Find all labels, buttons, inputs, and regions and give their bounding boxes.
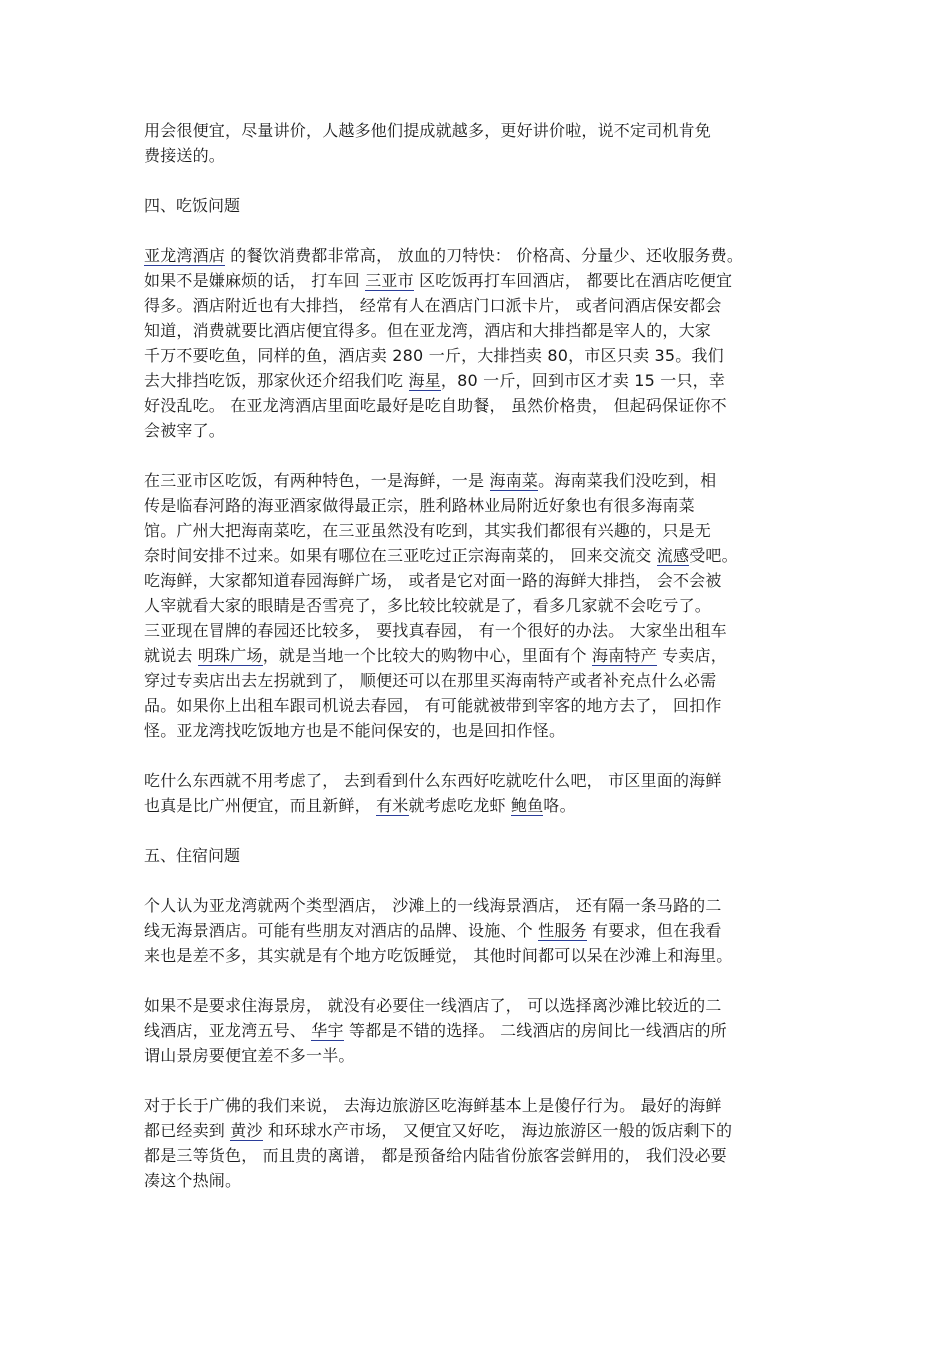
text-segment: 人宰就看大家的眼睛是否雪亮了，多比较比较就是了，看多几家就不会吃亏了。 [144,596,712,615]
text-line [144,1043,814,1068]
keyword-link[interactable]: 海南特产 [592,646,657,665]
text-segment: 受吧。 [689,546,738,565]
text-segment: 穿过专卖店出去左拐就到了， 顺便还可以在那里买海南特产或者补充点什么必需 [144,671,717,690]
keyword-link[interactable]: 鲍鱼 [511,796,544,815]
text-segment: 得多。酒店附近也有大排挡， 经常有人在酒店门口派卡片， 或者问酒店保安都会 [144,296,722,315]
text-segment: 会被宰了。 [144,421,226,440]
section-heading [144,843,814,868]
text-segment: 如果不是要求住海景房， 就没有必要住一线酒店了， 可以选择离沙滩比较近的二 [144,996,722,1015]
text-line [144,918,814,943]
text-line [144,1168,814,1193]
text-segment: 都是三等货色， 而且贵的离谱， 都是预备给内陆省份旅客尝鲜用的， 我们没必要 [144,1146,727,1165]
text-line [144,343,814,368]
text-segment: 也真是比广州便宜，而且新鲜， [144,796,377,815]
text-line [144,493,814,518]
text-segment: 馆。广州大把海南菜吃，在三亚虽然没有吃到，其实我们都很有兴趣的，只是无 [144,521,712,540]
text-line [144,768,814,793]
text-segment: 来也是差不多，其实就是有个地方吃饭睡觉， 其他时间都可以呆在沙滩上和海里。 [144,946,733,965]
text-line [144,668,814,693]
text-segment: 用会很便宜，尽量讲价，人越多他们提成就越多，更好讲价啦，说不定司机肯免 [144,121,712,140]
text-segment: 吃海鲜，大家都知道春园海鲜广场， 或者是它对面一路的海鲜大排挡， 会不会被 [144,571,722,590]
text-segment: 奈时间安排不过来。如果有哪位在三亚吃过正宗海南菜的， 回来交流交 [144,546,657,565]
text-segment: 吃什么东西就不用考虑了， 去到看到什么东西好吃就吃什么吧， 市区里面的海鲜 [144,771,722,790]
text-segment: 凑这个热闹。 [144,1171,242,1190]
text-line [144,593,814,618]
text-line [144,268,814,293]
text-line [144,118,814,143]
text-segment: 。海南菜我们没吃到，相 [538,471,717,490]
text-segment: 线无海景酒店。可能有些朋友对酒店的品牌、设施、个 [144,921,539,940]
text-segment: 线酒店，亚龙湾五号、 [144,1021,312,1040]
text-segment: 区吃饭再打车回酒店， 都要比在酒店吃便宜 [413,271,733,290]
text-segment: 就说去 [144,646,198,665]
keyword-link[interactable]: 黄沙 [230,1121,263,1140]
paragraph-gap [144,1068,814,1093]
paragraph-gap [144,968,814,993]
text-segment: 去大排挡吃饭，那家伙还介绍我们吃 [144,371,409,390]
keyword-link[interactable]: 明珠广场 [197,646,263,665]
keyword-link[interactable]: 性服务 [538,921,587,940]
text-line [144,893,814,918]
text-segment: 的餐饮消费都非常高， 放血的刀特快： 价格高、分量少、还收服务费。 [225,246,744,265]
text-line [144,693,814,718]
keyword-link[interactable]: 三亚市 [365,271,414,290]
keyword-link[interactable]: 流感 [656,546,690,565]
text-line [144,468,814,493]
text-segment: 和环球水产市场， 又便宜又好吃， 海边旅游区一般的饭店剩下的 [262,1121,733,1140]
text-line [144,243,814,268]
text-segment: 传是临春河路的海亚酒家做得最正宗，胜利路林业局附近好象也有很多海南菜 [144,496,695,515]
text-line [144,618,814,643]
text-segment: 知道，消费就要比酒店便宜得多。但在亚龙湾，酒店和大排挡都是宰人的，大家 [144,321,712,340]
text-line [144,1118,814,1143]
text-segment: 五、住宿问题 [144,846,241,865]
text-segment: 如果不是嫌麻烦的话， 打车回 [144,271,366,290]
text-segment: 费接送的。 [144,146,226,165]
text-line [144,143,814,168]
text-segment: 个人认为亚龙湾就两个类型酒店， 沙滩上的一线海景酒店， 还有隔一条马路的二 [144,896,722,915]
document-body [144,118,814,1193]
text-line [144,718,814,743]
text-segment: 四、吃饭问题 [144,196,241,215]
text-segment: 对于长于广佛的我们来说， 去海边旅游区吃海鲜基本上是傻仔行为。 最好的海鲜 [144,1096,722,1115]
text-segment: 三亚现在冒牌的春园还比较多， 要找真春园， 有一个很好的办法。 大家坐出租车 [144,621,727,640]
text-line [144,318,814,343]
text-line [144,418,814,443]
text-segment: 专卖店， [656,646,727,665]
text-line [144,518,814,543]
paragraph-gap [144,743,814,768]
section-heading [144,193,814,218]
text-segment: 在三亚市区吃饭，有两种特色，一是海鲜，一是 [144,471,490,490]
keyword-link[interactable]: 海南菜 [489,471,539,490]
paragraph-gap [144,818,814,843]
text-line [144,993,814,1018]
paragraph-gap [144,443,814,468]
keyword-link[interactable]: 海星 [408,371,441,390]
text-line [144,1018,814,1043]
text-segment: 都已经卖到 [144,1121,231,1140]
text-line [144,793,814,818]
text-line [144,643,814,668]
text-segment: 谓山景房要便宜差不多一半。 [144,1046,355,1065]
text-segment: 怪。亚龙湾找吃饭地方也是不能问保安的，也是回扣作怪。 [144,721,566,740]
text-line [144,943,814,968]
text-line [144,568,814,593]
text-segment: 咯。 [543,796,576,815]
text-segment: 有要求，但在我看 [586,921,722,940]
text-line [144,393,814,418]
keyword-link[interactable]: 亚龙湾酒店 [144,246,226,265]
text-segment: ，80 一斤，回到市区才卖 15 一只，幸 [440,371,726,390]
text-segment: 等都是不错的选择。 二线酒店的房间比一线酒店的所 [343,1021,727,1040]
text-line [144,543,814,568]
paragraph-gap [144,168,814,193]
text-segment: 就考虑吃龙虾 [408,796,511,815]
text-segment: 好没乱吃。 在亚龙湾酒店里面吃最好是吃自助餐， 虽然价格贵， 但起码保证你不 [144,396,727,415]
paragraph-gap [144,868,814,893]
text-line [144,1093,814,1118]
keyword-link[interactable]: 有米 [376,796,409,815]
text-line [144,368,814,393]
text-segment: 千万不要吃鱼，同样的鱼，酒店卖 280 一斤，大排挡卖 80，市区只卖 35。我们 [144,346,724,365]
text-segment: ，就是当地一个比较大的购物中心，里面有个 [262,646,592,665]
keyword-link[interactable]: 华宇 [311,1021,344,1040]
text-line [144,1143,814,1168]
text-line [144,293,814,318]
text-segment: 品。如果你上出租车跟司机说去春园， 有可能就被带到宰客的地方去了， 回扣作 [144,696,722,715]
paragraph-gap [144,218,814,243]
